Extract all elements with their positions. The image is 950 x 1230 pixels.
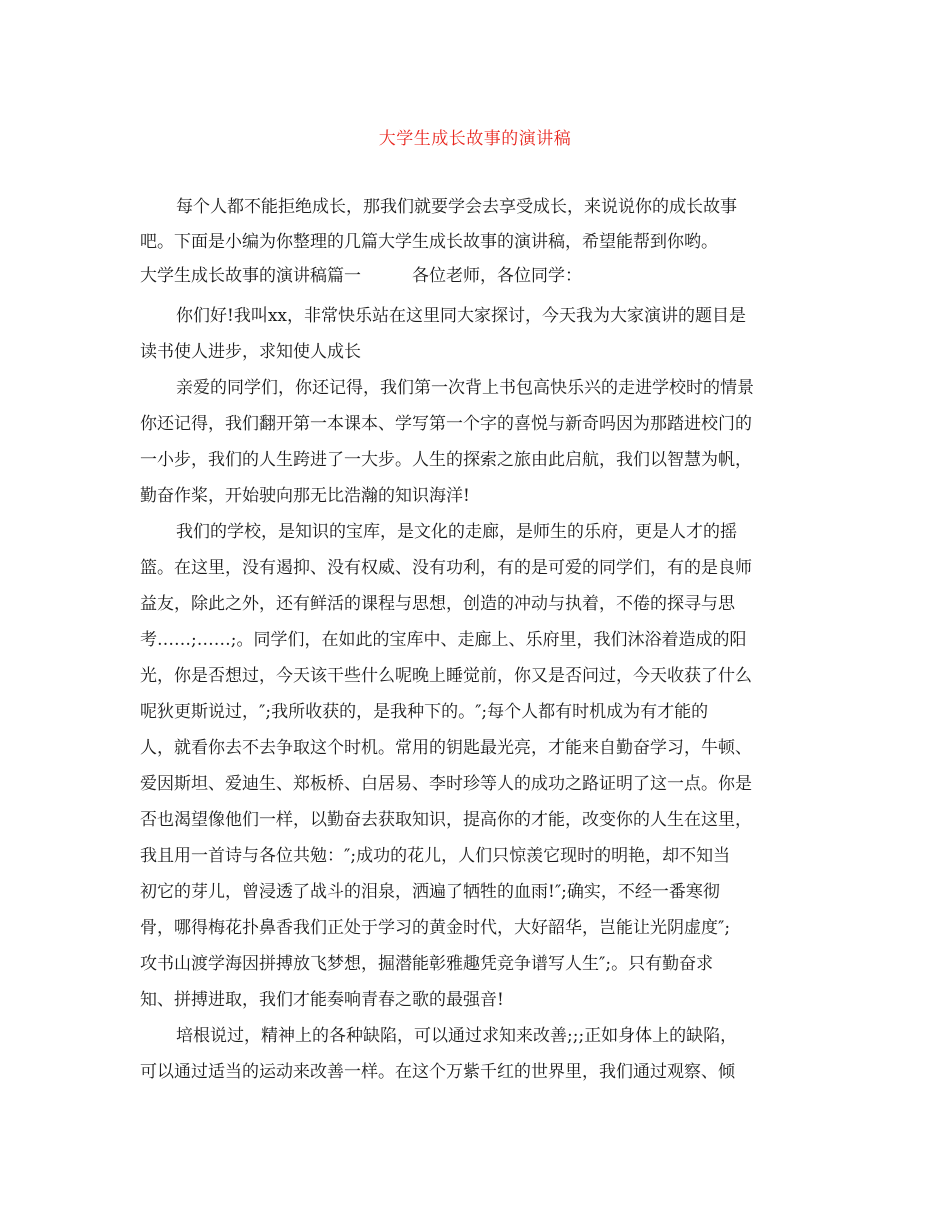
paragraph-line: 篮。在这里，没有遏抑、没有权威、没有功利，有的是可爱的同学们，有的是良师 [140,558,752,578]
paragraph-line: 否也渴望像他们一样，以勤奋去获取知识，提高你的才能，改变你的人生在这里， [140,810,752,830]
paragraph-line: 光，你是否想过，今天该干些什么呢晚上睡觉前，你又是否问过，今天收获了什么 [140,666,752,686]
paragraph-line: 吧。下面是小编为你整理的几篇大学生成长故事的演讲稿，希望能帮到你哟。 [140,232,718,252]
paragraph-line: 培根说过，精神上的各种缺陷，可以通过求知来改善;;;正如身体上的缺陷， [176,1026,738,1046]
paragraph-line: 每个人都不能拒绝成长，那我们就要学会去享受成长，来说说你的成长故事 [176,197,737,217]
paragraph-line: 考……;……;。同学们，在如此的宝库中、走廊上、乐府里，我们沐浴着造成的阳 [140,630,747,650]
paragraph-line: 读书使人进步，求知使人成长 [140,342,361,362]
paragraph-line: 骨，哪得梅花扑鼻香我们正处于学习的黄金时代，大好韶华，岂能让光阴虚度″; [140,918,731,938]
paragraph-line: 你还记得，我们翻开第一本课本、学写第一个字的喜悦与新奇吗因为那踏进校门的 [140,414,752,434]
paragraph-line: 爱因斯坦、爱迪生、郑板桥、白居易、李时珍等人的成功之路证明了这一点。你是 [140,774,752,794]
paragraph-line: 攻书山渡学海因拼搏放飞梦想，掘潜能彰雅趣凭竞争谱写人生″;。只有勤奋求 [140,954,714,974]
paragraph-line: 初它的芽儿，曾浸透了战斗的泪泉，洒遍了牺牲的血雨!″;确实，不经一番寒彻 [140,882,720,902]
paragraph-line: 益友，除此之外，还有鲜活的课程与思想，创造的冲动与执着，不倦的探寻与思 [140,594,735,614]
paragraph-line: 呢狄更斯说过，″;我所收获的，是我种下的。″;每个人都有时机成为有才能的 [140,702,709,722]
section-heading-line: 大学生成长故事的演讲稿篇一 各位老师，各位同学： [140,266,582,286]
paragraph-line: 亲爱的同学们，你还记得，我们第一次背上书包高快乐兴的走进学校时的情景 [176,378,754,398]
paragraph-line: 我且用一首诗与各位共勉：″;成功的花儿，人们只惊羡它现时的明艳，却不知当 [140,846,731,866]
paragraph-line: 勤奋作桨，开始驶向那无比浩瀚的知识海洋! [140,486,470,506]
paragraph-line: 你们好!我叫xx，非常快乐站在这里同大家探讨，今天我为大家演讲的题目是 [176,306,747,326]
document-title: 大学生成长故事的演讲稿 [378,129,572,149]
paragraph-line: 我们的学校，是知识的宝库，是文化的走廊，是师生的乐府，更是人才的摇 [176,522,737,542]
paragraph-line: 一小步，我们的人生跨进了一大步。人生的探索之旅由此启航，我们以智慧为帆， [140,450,752,470]
paragraph-line: 知、拼搏进取，我们才能奏响青春之歌的最强音! [140,990,504,1010]
paragraph-line: 可以通过适当的运动来改善一样。在这个万紫千红的世界里，我们通过观察、倾 [140,1062,735,1082]
paragraph-line: 人，就看你去不去争取这个时机。常用的钥匙最光亮，才能来自勤奋学习，牛顿、 [140,738,752,758]
